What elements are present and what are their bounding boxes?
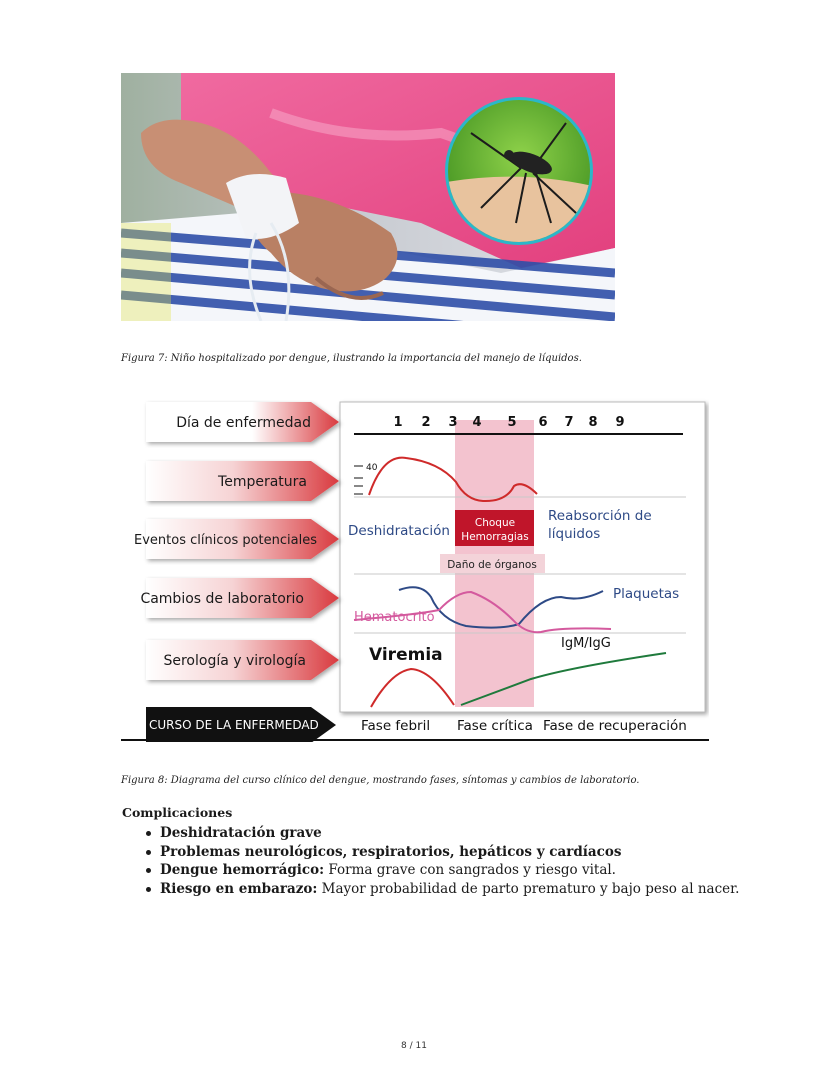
list-item bbox=[160, 880, 739, 899]
phase-critical: Fase crítica bbox=[457, 718, 533, 734]
hematocrit-label: Hematocrito bbox=[354, 610, 435, 625]
item-bold: Deshidratación grave bbox=[160, 825, 322, 841]
row-label-serology: Serología y virología bbox=[163, 653, 306, 669]
day-tick: 6 bbox=[538, 415, 548, 430]
row-label-day: Día de enfermedad bbox=[176, 415, 311, 431]
day-tick: 5 bbox=[507, 415, 517, 430]
row-arrows bbox=[146, 402, 339, 742]
item-bold: Problemas neurológicos, respiratorios, hepáticos y cardíacos bbox=[160, 843, 622, 860]
temperature-tick-40: 40 bbox=[366, 463, 378, 473]
dehydration-label: Deshidratación bbox=[348, 523, 450, 539]
platelets-label: Plaquetas bbox=[613, 586, 680, 602]
figure-7-caption: Figura 7: Niño hospitalizado por dengue, ilustrando la importancia del manejo de líquidos. bbox=[121, 353, 582, 364]
day-tick: 7 bbox=[564, 415, 574, 430]
item-text: Forma grave con sangrados y riesgo vital. bbox=[324, 862, 616, 878]
reabsorption-label-line2: líquidos bbox=[548, 526, 601, 542]
day-axis bbox=[393, 415, 624, 430]
row-label-clinical-events: Eventos clínicos potenciales bbox=[134, 533, 317, 548]
day-tick: 9 bbox=[615, 415, 625, 430]
figure-8-caption: Figura 8: Diagrama del curso clínico del dengue, mostrando fases, síntomas y cambios de laboratorio. bbox=[121, 775, 640, 786]
row-label-lab-changes: Cambios de laboratorio bbox=[140, 591, 304, 607]
day-tick: 1 bbox=[393, 415, 403, 430]
disease-course-label: CURSO DE LA ENFERMEDAD bbox=[149, 718, 319, 732]
dengue-course-svg bbox=[121, 382, 709, 742]
complications-list bbox=[160, 824, 739, 898]
reabsorption-label-line1: Reabsorción de bbox=[548, 508, 652, 524]
phase-recovery: Fase de recuperación bbox=[543, 718, 687, 734]
shock-label: Choque bbox=[474, 517, 516, 529]
viremia-label: Viremia bbox=[369, 645, 443, 665]
item-bold: Dengue hemorrágico: bbox=[160, 862, 325, 878]
day-tick: 8 bbox=[588, 415, 598, 430]
day-tick: 3 bbox=[448, 415, 458, 430]
page-number: 8 / 11 bbox=[401, 1041, 427, 1051]
list-item bbox=[160, 824, 739, 843]
photo-illustration bbox=[121, 73, 615, 321]
list-item bbox=[160, 861, 739, 880]
list-item bbox=[160, 843, 739, 862]
phase-febrile: Fase febril bbox=[361, 718, 431, 734]
day-tick: 4 bbox=[472, 415, 482, 430]
item-text: Mayor probabilidad de parto prematuro y bajo peso al nacer. bbox=[317, 880, 740, 897]
item-bold: Riesgo en embarazo: bbox=[160, 880, 318, 897]
complications-heading: Complicaciones bbox=[122, 805, 233, 820]
day-tick: 2 bbox=[421, 415, 431, 430]
dengue-course-diagram bbox=[121, 382, 709, 742]
row-label-temperature: Temperatura bbox=[218, 474, 307, 490]
hospitalized-child-photo bbox=[121, 73, 615, 321]
hemorrhage-label: Hemorragias bbox=[461, 531, 529, 543]
igm-igg-label: IgM/IgG bbox=[561, 636, 611, 651]
organ-damage-label: Daño de órganos bbox=[447, 559, 537, 571]
